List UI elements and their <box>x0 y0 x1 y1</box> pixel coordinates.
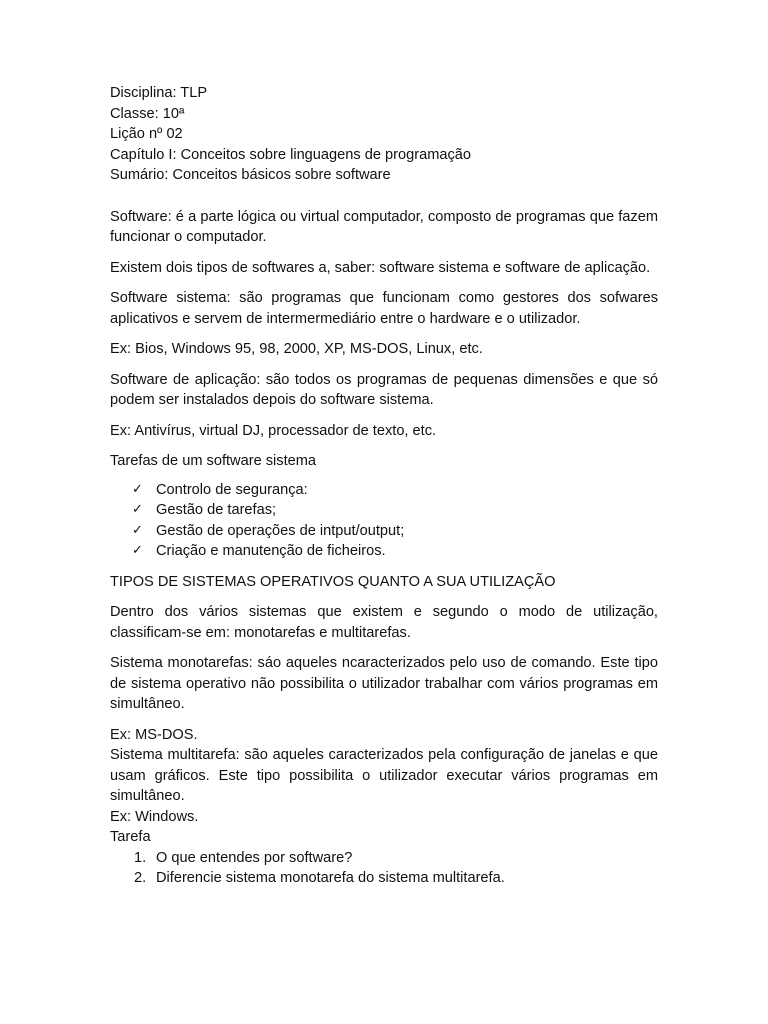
paragraph-software-definition: Software: é a parte lógica ou virtual computador, composto de programas que fazem funcionar o computador. <box>110 208 658 245</box>
system-tasks-list <box>110 480 658 562</box>
list-item-label: Diferencie sistema monotarefa do sistema multitarefa. <box>156 870 505 886</box>
list-item <box>132 500 658 521</box>
checkmark-icon: ✓ <box>132 522 143 538</box>
list-item <box>132 868 658 889</box>
list-item <box>132 521 658 542</box>
list-item <box>132 480 658 501</box>
list-item <box>132 848 658 869</box>
sumario-line: Sumário: Conceitos básicos sobre software <box>110 167 391 183</box>
paragraph-task-heading: Tarefa <box>110 829 151 845</box>
list-item-label: Controlo de segurança: <box>156 481 308 498</box>
list-item-number: 1. <box>134 849 147 866</box>
paragraph-classification: Dentro dos vários sistemas que existem e segundo o modo de utilização, classificam-se em: monotarefas e multitarefas. <box>110 604 658 641</box>
paragraph-system-software: Software sistema: são programas que funcionam como gestores dos sofwares aplicativos e servem de intermermediário entre o hardware e o utilizador. <box>110 290 658 327</box>
list-item-label: Gestão de operações de intput/output; <box>156 522 405 539</box>
list-item-label: Criação e manutenção de ficheiros. <box>156 543 386 559</box>
paragraph-application-examples: Ex: Antivírus, virtual DJ, processador de texto, etc. <box>110 422 437 439</box>
paragraph-multitask: Sistema multitarefa: são aqueles caracterizados pela configuração de janelas e que usam gráficos. Este tipo possibilita o utilizador executar vários programas em simultâneo. <box>110 747 658 804</box>
paragraph-application-software: Software de aplicação: são todos os programas de pequenas dimensões e que só podem ser instalados depois do software sistema. <box>110 371 658 408</box>
paragraph-tasks-heading: Tarefas de um software sistema <box>110 453 317 469</box>
list-item-label: O que entendes por software? <box>156 849 353 866</box>
paragraph-system-examples: Ex: Bios, Windows 95, 98, 2000, XP, MS-DOS, Linux, etc. <box>110 341 483 357</box>
disciplina-line: Disciplina: TLP <box>110 85 208 101</box>
paragraph-msdos-example: Ex: MS-DOS. <box>110 726 198 743</box>
licao-line: Lição nº 02 <box>110 126 183 142</box>
checkmark-icon: ✓ <box>132 502 143 517</box>
paragraph-monotask: Sistema monotarefas: sáo aqueles ncaracterizados pelo uso de comando. Este tipo de sistema operativo não possibilita o utilizador trabalhar com vários programas em simultâneo. <box>110 655 658 712</box>
checkmark-icon: ✓ <box>132 481 143 497</box>
list-item-label: Gestão de tarefas; <box>156 502 277 518</box>
list-item-number: 2. <box>134 870 147 886</box>
section-heading-os-types: TIPOS DE SISTEMAS OPERATIVOS QUANTO A SUA UTILIZAÇÃO <box>110 573 556 590</box>
classe-line: Classe: 10ª <box>110 105 185 122</box>
document-page <box>110 83 658 889</box>
list-item <box>132 541 658 562</box>
checkmark-icon: ✓ <box>132 543 143 558</box>
paragraph-software-types: Existem dois tipos de softwares a, saber: software sistema e software de aplicação. <box>110 259 651 276</box>
task-questions-list <box>110 848 658 889</box>
paragraph-windows-example: Ex: Windows. <box>110 808 199 825</box>
capitulo-line: Capítulo I: Conceitos sobre linguagens de programação <box>110 146 472 163</box>
